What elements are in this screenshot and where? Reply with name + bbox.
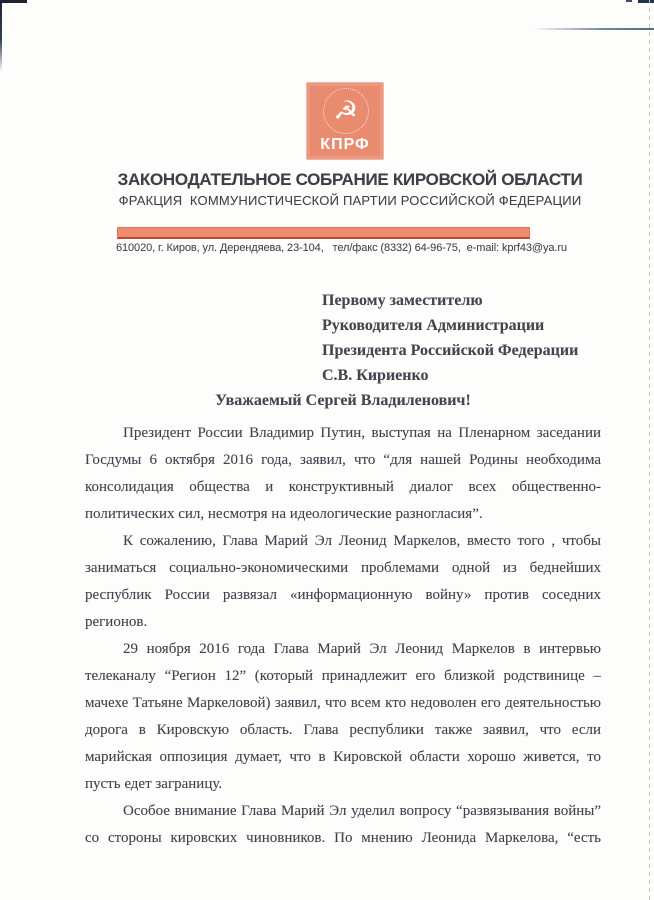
salutation: Уважаемый Сергей Владиленович! — [215, 392, 471, 409]
recipient-line: Первому заместителю — [322, 292, 483, 309]
scan-edge-artifact-top-left — [0, 0, 27, 3]
paragraph: Президент России Владимир Путин, выступая на Пленарном заседании Госдумы 6 октября 2016 года, заявил, что “для нашей Родины необходима консолидация общества и конструктивный диалог всех общественно-политических сил, несмотря на идеологические разногласия”. — [85, 425, 601, 522]
hammer-and-sickle-icon: ☭ — [321, 86, 372, 137]
paragraph: К сожалению, Глава Марий Эл Леонид Маркелов, вместо того , чтобы заниматься социально-экономическими проблемами одной из беднейших республик России развязал «информационную войну» против соседних регионов. — [85, 533, 601, 630]
contact-info-line: 610020, г. Киров, ул. Дерендяева, 23-104, тел/факс (8332) 64-96-75, e-mail: kprf43@ya.ru — [116, 242, 567, 254]
scan-line-artifact — [532, 28, 654, 30]
recipient-line: С.В. Кириенко — [322, 367, 429, 384]
scan-edge-artifact-right — [649, 0, 650, 900]
scan-edge-artifact-top-right — [638, 0, 654, 3]
recipient-line: Руководителя Администрации — [322, 317, 545, 334]
scan-edge-artifact-top-right-2 — [626, 0, 632, 2]
scan-edge-artifact-left — [0, 0, 2, 72]
recipient-line: Президента Российской Федерации — [322, 342, 579, 359]
organization-subtitle: ФРАКЦИЯ КОММУНИСТИЧЕСКОЙ ПАРТИИ РОССИЙСКОЙ ФЕДЕРАЦИИ — [118, 193, 582, 208]
organization-title: ЗАКОНОДАТЕЛЬНОЕ СОБРАНИЕ КИРОВСКОЙ ОБЛАСТИ — [117, 170, 583, 189]
letterhead-divider-bar — [117, 227, 530, 239]
letter-body — [85, 420, 601, 852]
recipient-block — [322, 288, 578, 388]
kprf-logo-text: КПРФ — [320, 136, 370, 153]
paragraph: 29 ноября 2016 года Глава Марий Эл Леонид Маркелов в интервью телеканалу “Регион 12” (который принадлежит его близкой родствинице – мачехе Татьяне Маркеловой) заявил, что всем кто недоволен его деятельностью дорога в Кировскую область. Глава республики также заявил, что если марийская оппозиция думает, что в Кировской области хорошо живется, то пусть едет заграницу. — [85, 641, 601, 792]
kprf-logo — [306, 82, 384, 160]
paragraph: Особое внимание Глава Марий Эл уделил вопросу “развязывания войны” со стороны кировских чиновников. По мнению Леонида Маркелова, “есть — [85, 803, 601, 846]
